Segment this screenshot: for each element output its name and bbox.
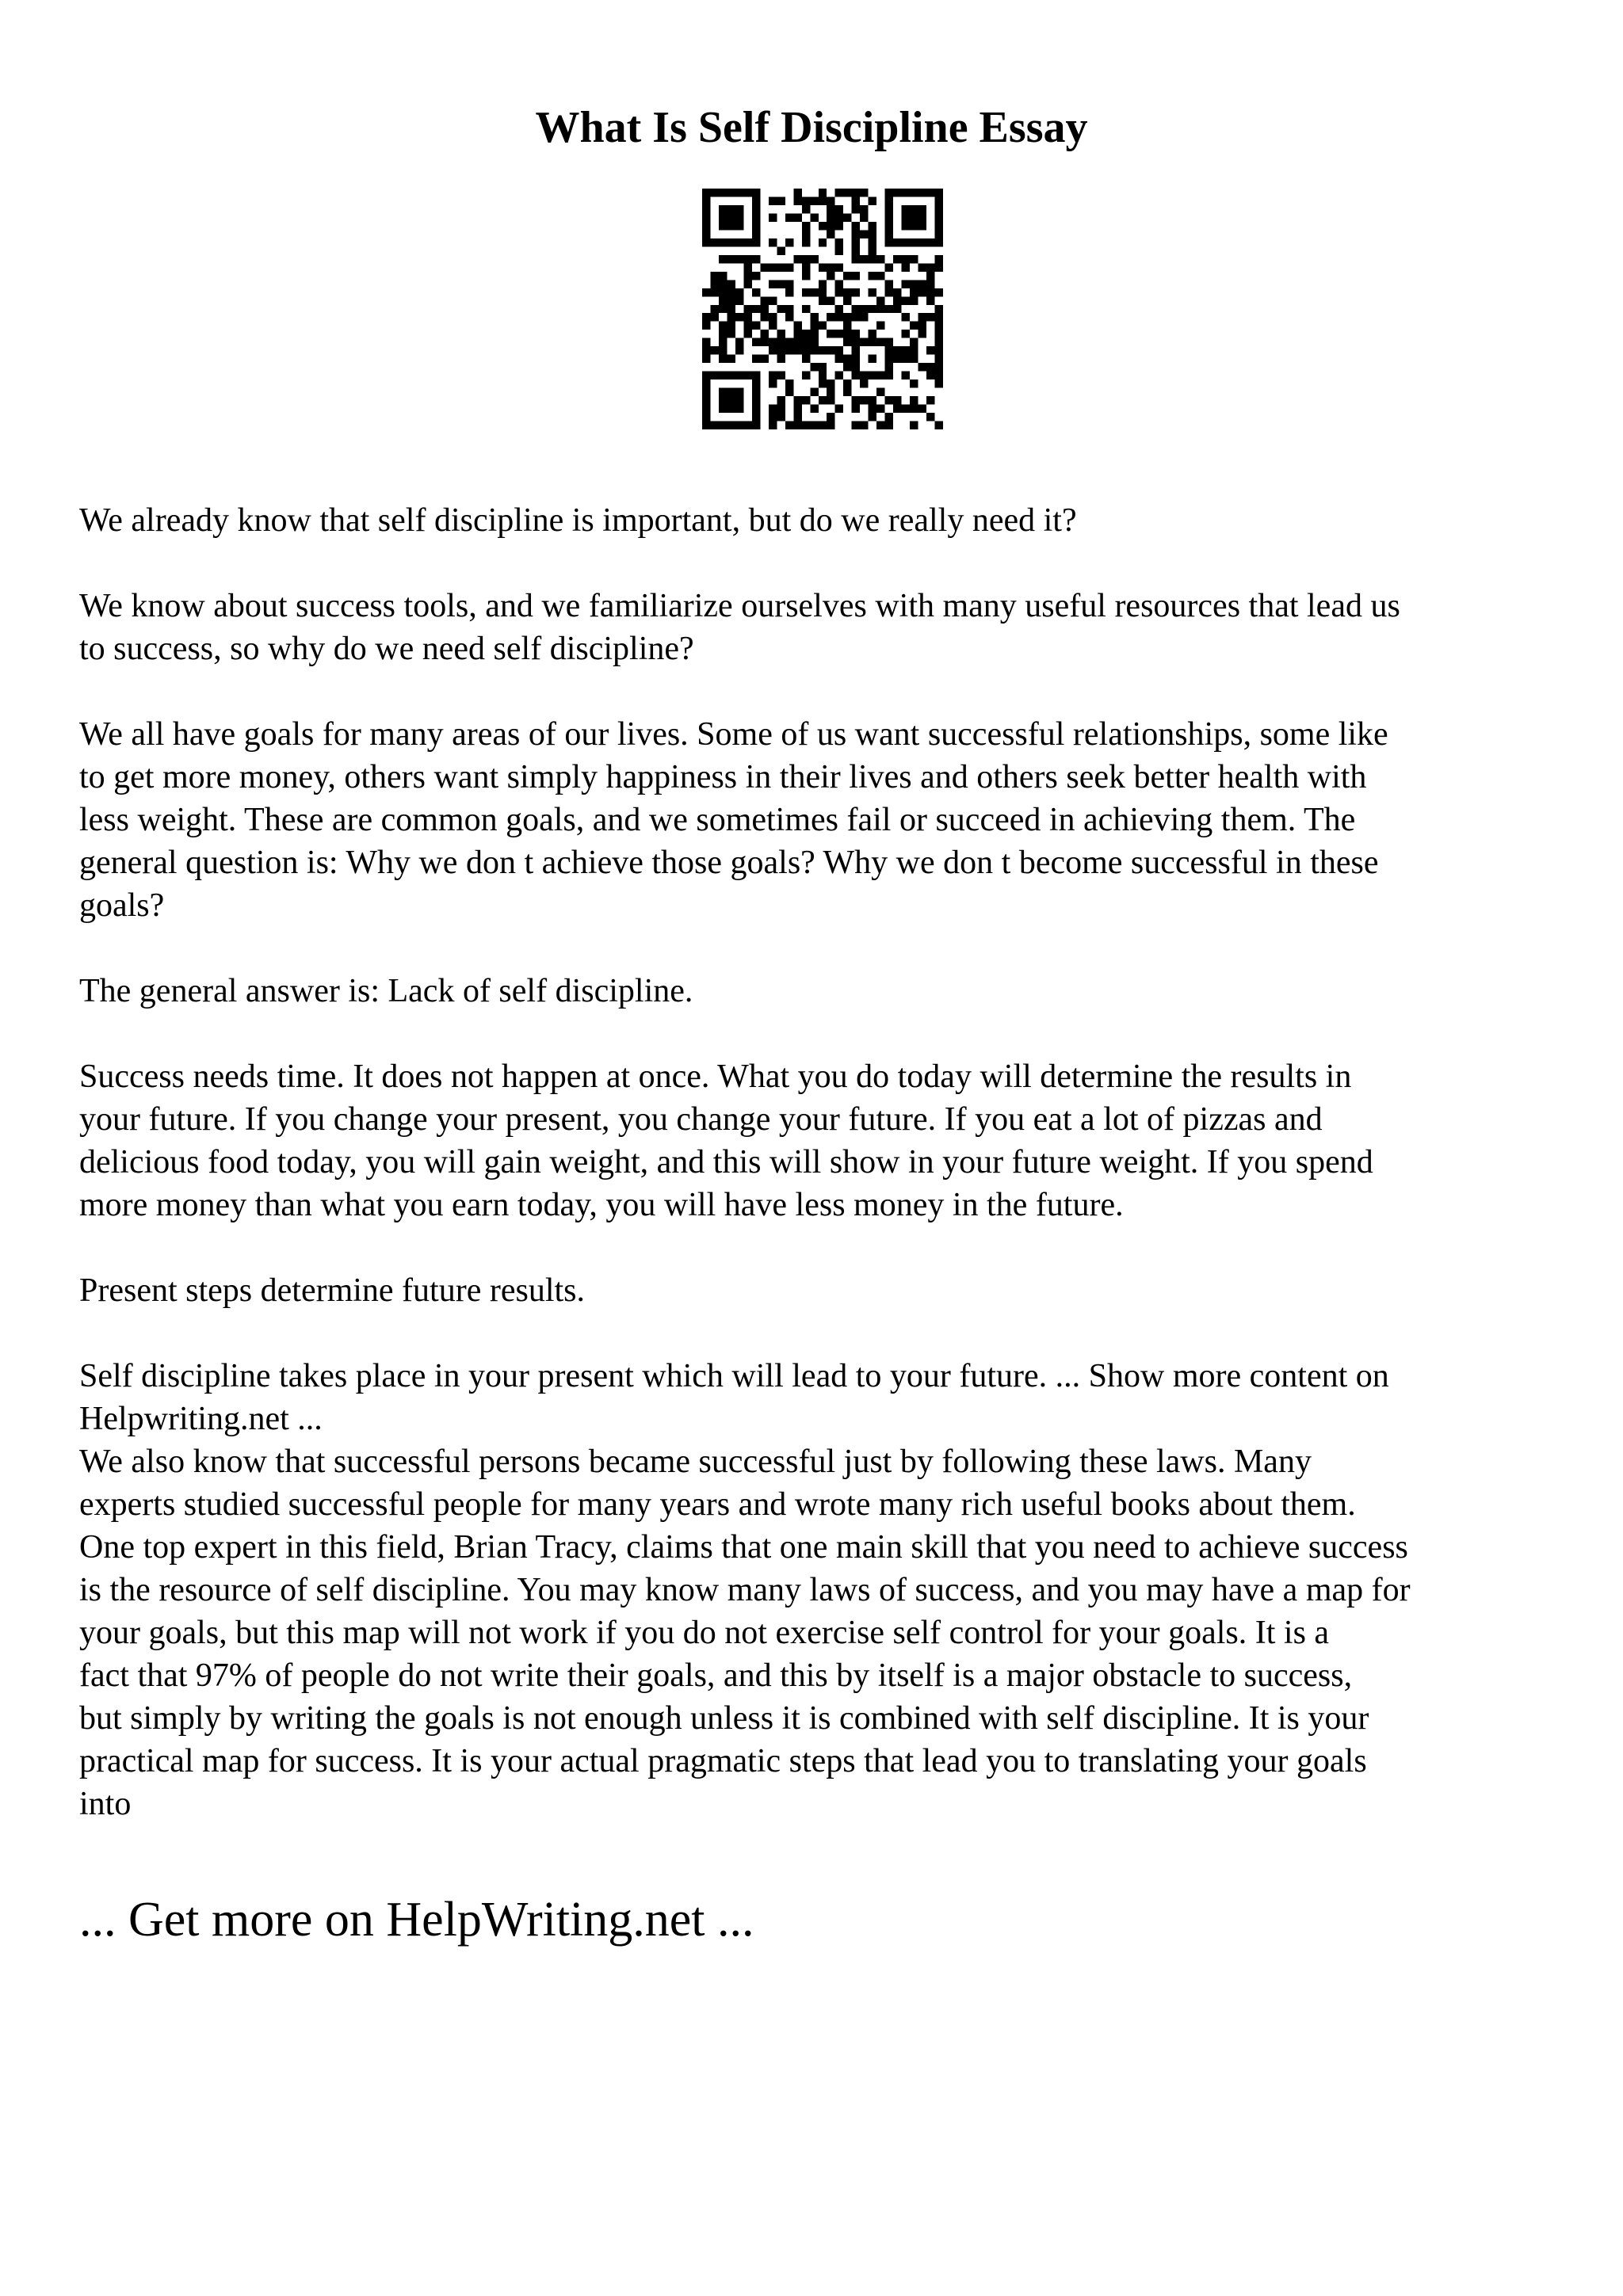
paragraph-success-needs-time: Success needs time. It does not happen at once. What you do today will determine the results in your future. If you change your present, you change your future. If you eat a lot of pizzas and delicious food today, you will gain weight, and this will show in your future weight. If you spend more money than what you earn today, you will have less money in the future. — [79, 1058, 1373, 1223]
paragraph-present-steps: Present steps determine future results. — [79, 1272, 585, 1309]
get-more-link[interactable]: ... Get more on HelpWriting.net ... — [79, 1893, 754, 1947]
paragraph-success-tools: We know about success tools, and we familiarize ourselves with many useful resources that lead us to success, so why do we need self discipline? — [79, 588, 1400, 667]
paragraph-successful-persons: We also know that successful persons became successful just by following these laws. Many experts studied successful people for many years and wrote many rich useful books about them. One top expert in this field, Brian Tracy, claims that one main skill that you need to achieve success is the resource of self discipline. You may know many laws of success, and you may have a map for your goals, but this map will not work if you do not exercise self control for your goals. It is a fact that 97% of people do not write their goals, and this by itself is a major obstacle to success, but simply by writing the goals is not enough unless it is combined with self discipline. It is your practical map for success. It is your actual pragmatic steps that lead you to translating your goals into — [79, 1444, 1411, 1822]
qr-code-icon — [702, 189, 943, 429]
paragraph-goals: We all have goals for many areas of our lives. Some of us want successful relationships, some like to get more money, others want simply happiness in their lives and others seek better health with less weight. These are common goals, and we sometimes fail or succeed in achieving them. The general question is: Why we don t achieve those goals? Why we don t become successful in these goals? — [79, 716, 1388, 924]
paragraph-intro: We already know that self discipline is important, but do we really need it? — [79, 502, 1077, 539]
paragraph-show-more: Self discipline takes place in your present which will lead to your future. ... Show more content on Helpwriting.net ... — [79, 1358, 1389, 1437]
document-title: What Is Self Discipline Essay — [535, 103, 1088, 152]
essay-body — [79, 499, 1569, 1868]
paragraph-general-answer: The general answer is: Lack of self discipline. — [79, 973, 693, 1009]
